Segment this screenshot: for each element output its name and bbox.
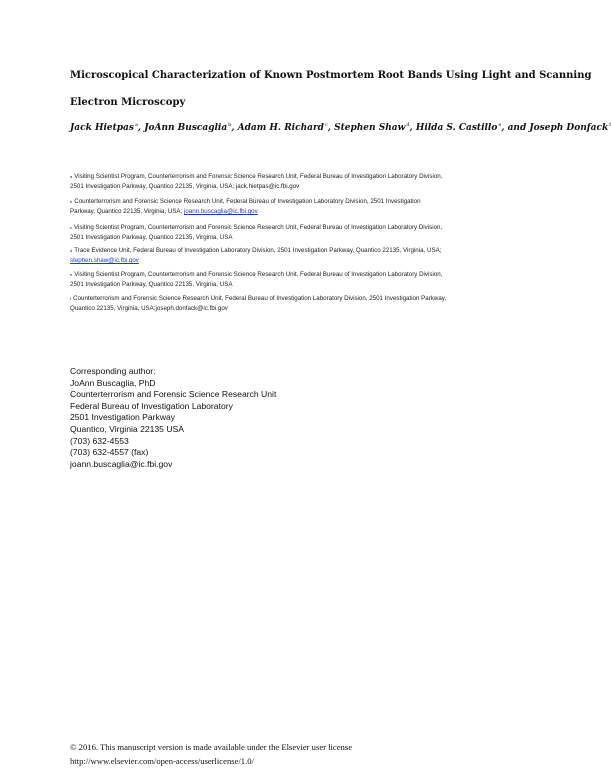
corresponding-author-block — [70, 366, 276, 470]
corresponding-email: joann.buscaglia@ic.fbi.gov — [70, 458, 173, 469]
corresponding-line: (703) 632-4557 (fax) — [70, 447, 149, 458]
author-name: Hilda S. Castillo — [415, 123, 498, 133]
corresponding-line: Federal Bureau of Investigation Laboratory — [70, 400, 233, 411]
author-list-line-1: Jack Hietpas$^a$, JoAnn Buscaglia$^b$, Adam H. Richard$^c$, Stephen Shaw$^d$, Hilda S. Castillo$^e$, and Joseph Donfack$^f$ — [70, 122, 611, 133]
paper-title-line-2: Electron Microscopy — [70, 97, 186, 108]
affiliation-a: $^a$ Visiting Scientist Program, Counterterrorism and Forensic Science Research Unit, Federal Bureau of Investigation Laboratory Division, 2501 Investigation Parkway, Quantico 22135, Virginia, USA; jack.hietpas@ic.fbi.gov — [70, 173, 443, 190]
license-url[interactable]: http://www.elsevier.com/open-access/userlicense/1.0/ — [70, 756, 254, 766]
corresponding-line: JoAnn Buscaglia, PhD — [70, 377, 156, 388]
affiliation-c: $^c$ Visiting Scientist Program, Counterterrorism and Forensic Science Research Unit, Federal Bureau of Investigation Laboratory Division, 2501 Investigation Parkway, Quantico 22135, Virginia, USA — [70, 224, 443, 241]
author-name: Adam H. Richard — [237, 123, 324, 133]
license-footer — [70, 740, 352, 768]
corresponding-heading: Corresponding author: — [70, 366, 156, 376]
affiliation-d: $^d$ Trace Evidence Unit, Federal Bureau of Investigation Laboratory Division, 2501 Investigation Parkway, Quantico 22135, Virginia, USA; stephen.shaw@ic.fbi.gov — [70, 247, 442, 264]
author-name: Stephen Shaw — [334, 123, 406, 133]
corresponding-line: Quantico, Virginia 22135 USA — [70, 423, 185, 434]
corresponding-line: Counterterrorism and Forensic Science Research Unit — [70, 389, 277, 400]
affiliation-b: $^b$ Counterterrorism and Forensic Science Research Unit, Federal Bureau of Investigation Laboratory Division, 2501 Investigation Parkway, Quantico 22135, Virginia, USA; joann.buscaglia@ic.fbi.gov — [70, 198, 421, 215]
email-link[interactable]: joann.buscaglia@ic.fbi.gov — [183, 208, 258, 215]
email-link[interactable]: stephen.shaw@ic.fbi.gov — [70, 257, 139, 264]
author-name: Joseph Donfack — [529, 123, 609, 133]
paper-title-line-1: Microscopical Characterization of Known Postmortem Root Bands Using Light and Scanning — [70, 70, 592, 81]
author-name: Jack Hietpas — [70, 123, 134, 133]
affiliation-e: $^e$ Visiting Scientist Program, Counterterrorism and Forensic Science Research Unit, Federal Bureau of Investigation Laboratory Division, 2501 Investigation Parkway, Quantico 22135, Virginia, USA — [70, 271, 443, 288]
corresponding-line: 2501 Investigation Parkway — [70, 412, 176, 423]
author-name: JoAnn Buscaglia — [144, 123, 228, 133]
affiliation-f: $^f$ Counterterrorism and Forensic Science Research Unit, Federal Bureau of Investigation Laboratory Division, 2501 Investigation Parkway, Quantico 22135, Virginia, USA;joseph.donfack@ic.fbi.gov — [70, 295, 447, 312]
corresponding-line: (703) 632-4553 — [70, 435, 129, 446]
license-text: © 2016. This manuscript version is made available under the Elsevier user license — [70, 742, 353, 752]
